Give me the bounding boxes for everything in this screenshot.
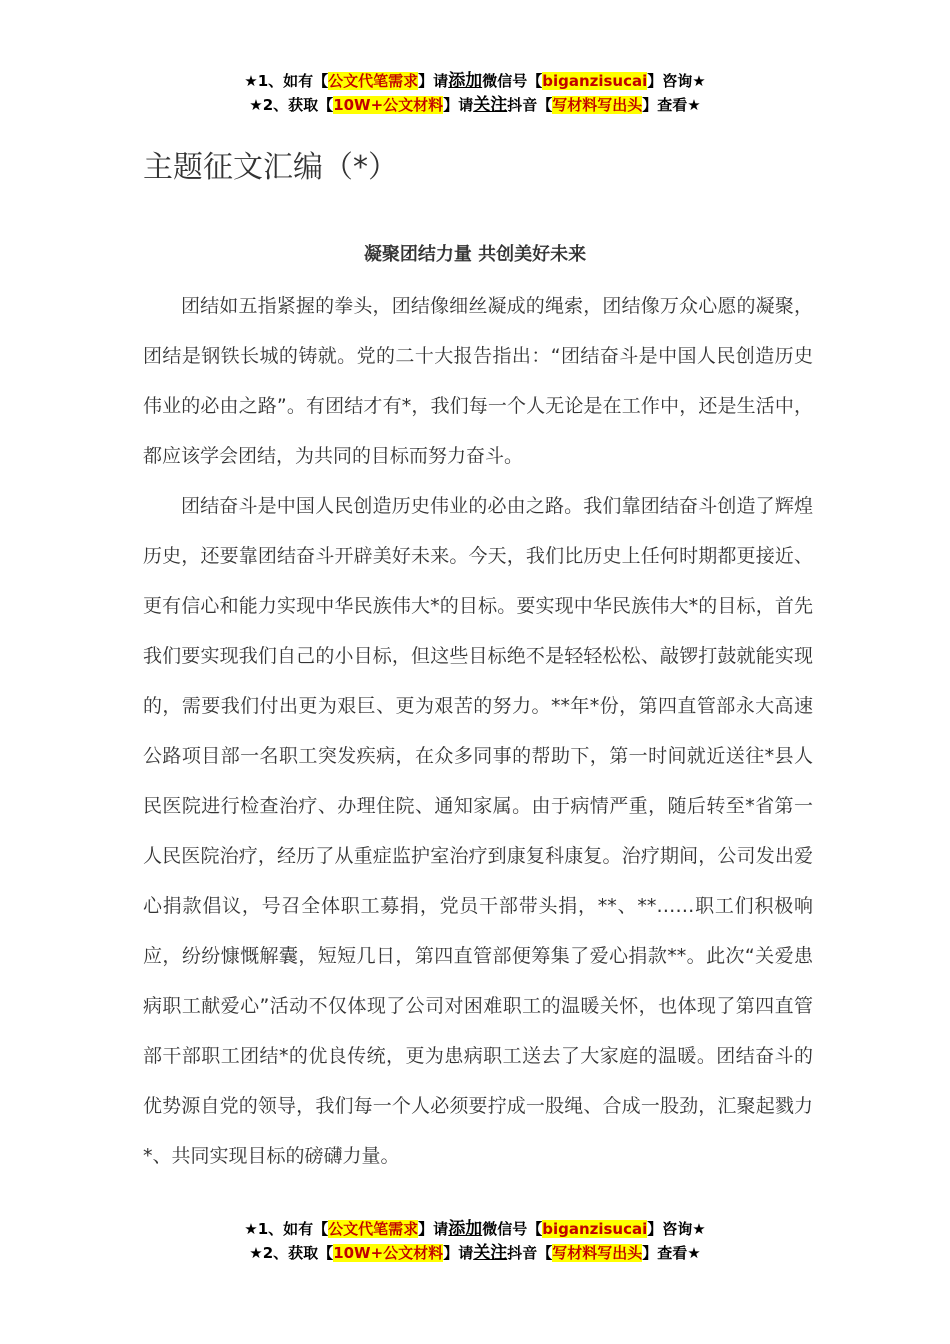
promo-text: ★2、获取【 (249, 96, 334, 114)
promo-text: 微信号【 (482, 72, 543, 90)
emphasis-add: 添加 (448, 1219, 483, 1239)
promo-text: 】咨询★ (647, 72, 706, 90)
paragraph: 团结如五指紧握的拳头，团结像细丝凝成的绳索，团结像万众心愿的凝聚，团结是钢铁长城的铸就。党的二十大报告指出：“团结奋斗是中国人民创造历史伟业的必由之路”。有团结才有*，我们每一个人无论是在工作中，还是生活中，都应该学会团结，为共同的目标而努力奋斗。 (143, 295, 813, 467)
highlight-need: 公文代笔需求 (328, 1220, 419, 1238)
promo-line-1 (0, 69, 950, 93)
promo-text: 】请 (443, 1244, 474, 1262)
highlight-materials: 10W+公文材料 (333, 1244, 444, 1262)
paragraph: 团结奋斗是中国人民创造历史伟业的必由之路。我们靠团结奋斗创造了辉煌历史，还要靠团结奋斗开辟美好未来。今天，我们比历史上任何时期都更接近、更有信心和能力实现中华民族伟大*的目标。要实现中华民族伟大*的目标，首先我们要实现我们自己的小目标，但这些目标绝不是轻轻松松、敲锣打鼓就能实现的，需要我们付出更为艰巨、更为艰苦的努力。**年*份，第四直管部永大高速公路项目部一名职工突发疾病，在众多同事的帮助下，第一时间就近送往*县人民医院进行检查治疗、办理住院、通知家属。由于病情严重，随后转至*省第一人民医院治疗，经历了从重症监护室治疗到康复科康复。治疗期间，公司发出爱心捐款倡议，号召全体职工募捐，党员干部带头捐，**、**……职工们积极响应，纷纷慷慨解囊，短短几日，第四直管部便筹集了爱心捐款**。此次“关爱患病职工献爱心”活动不仅体现了公司对困难职工的温暖关怀，也体现了第四直管部干部职工团结*的优良传统，更为患病职工送去了大家庭的温暖。团结奋斗的优势源自党的领导，我们每一个人必须要拧成一股绳、合成一股劲，汇聚起戮力*、共同实现目标的磅礴力量。 (143, 495, 813, 1167)
promo-text: ★1、如有【 (244, 72, 329, 90)
promo-text: ★1、如有【 (244, 1220, 329, 1238)
promo-text: 抖音【 (507, 96, 553, 114)
article-title: 凝聚团结力量 共创美好未来 (363, 244, 587, 265)
promo-text: 】请 (418, 1220, 449, 1238)
promo-text: 】查看★ (642, 96, 701, 114)
promo-line-1 (0, 1217, 950, 1241)
highlight-wechat-id: biganzisucai (542, 72, 648, 90)
promo-line-2 (0, 93, 950, 117)
promo-text: 】查看★ (642, 1244, 701, 1262)
document-title: 主题征文汇编（*） (143, 150, 398, 185)
emphasis-add: 添加 (448, 71, 483, 91)
promo-text: 抖音【 (507, 1244, 553, 1262)
promo-text: 】请 (443, 96, 474, 114)
highlight-materials: 10W+公文材料 (333, 96, 444, 114)
highlight-need: 公文代笔需求 (328, 72, 419, 90)
highlight-wechat-id: biganzisucai (542, 1220, 648, 1238)
highlight-douyin: 写材料写出头 (552, 1244, 643, 1262)
promo-text: 】咨询★ (647, 1220, 706, 1238)
emphasis-follow: 关注 (473, 1243, 508, 1263)
promo-banner-top (0, 69, 950, 117)
promo-text: 微信号【 (482, 1220, 543, 1238)
promo-banner-bottom (0, 1217, 950, 1265)
promo-text: 】请 (418, 72, 449, 90)
promo-text: ★2、获取【 (249, 1244, 334, 1262)
highlight-douyin: 写材料写出头 (552, 96, 643, 114)
emphasis-follow: 关注 (473, 95, 508, 115)
article-body (143, 281, 813, 1181)
promo-line-2 (0, 1241, 950, 1265)
